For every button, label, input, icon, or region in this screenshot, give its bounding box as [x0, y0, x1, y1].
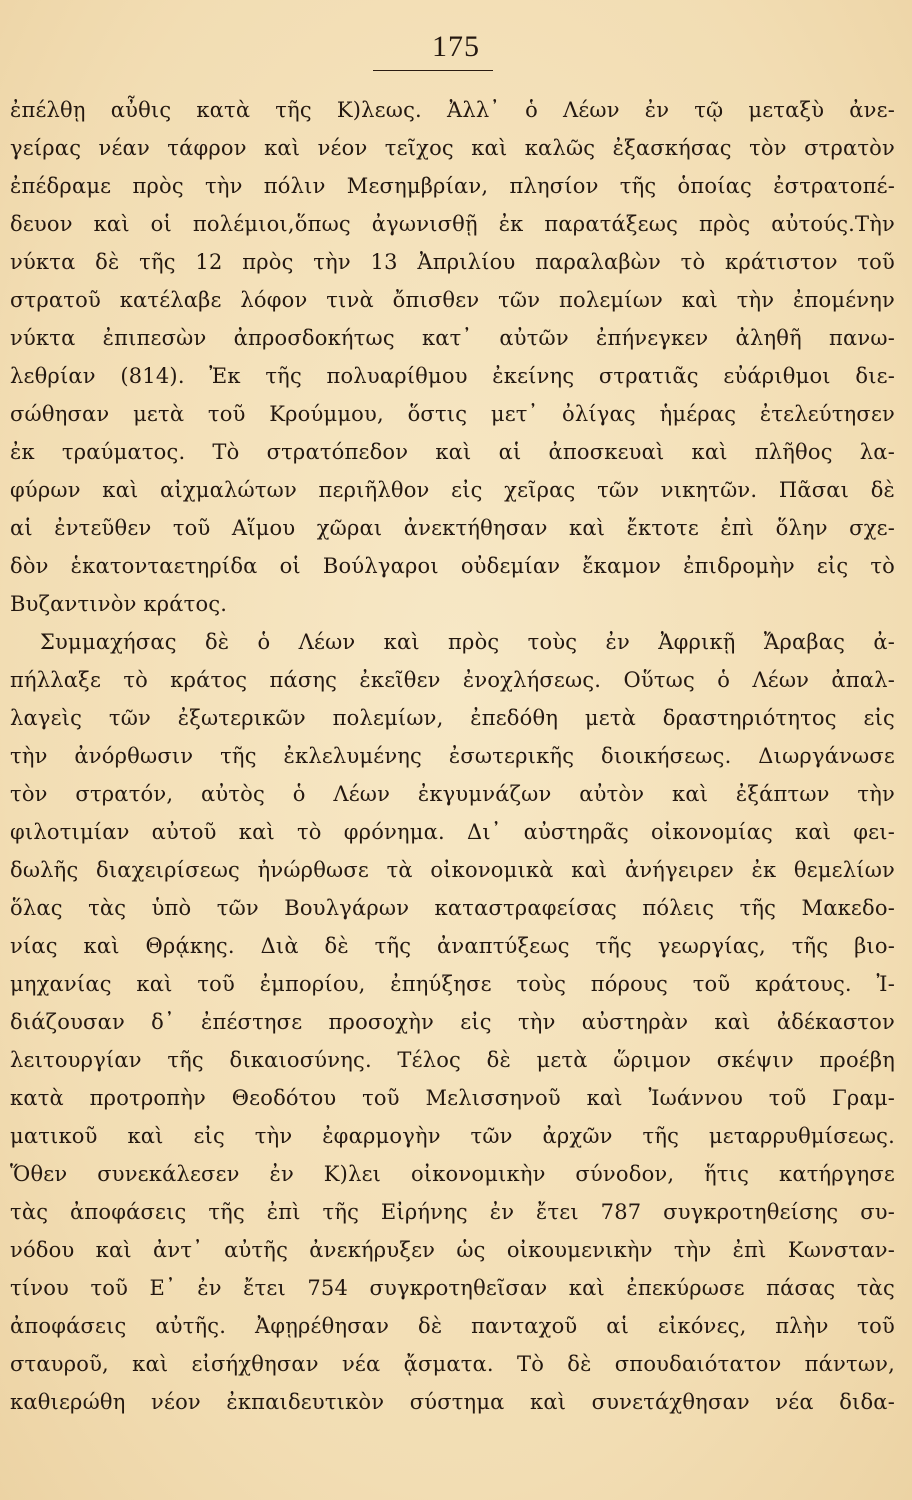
text-line: ἐπέδραμε πρὸς τὴν πόλιν Μεσημβρίαν, πλησίον τῆς ὁποίας ἐστρατοπέ-: [10, 174, 895, 198]
text-line: τὸν στρατόν, αὐτὸς ὁ Λέων ἐκγυμνάζων αὐτὸν καὶ ἐξάπτων τὴν: [10, 782, 895, 806]
text-line: αἱ ἐντεῦθεν τοῦ Αἵμου χῶραι ἀνεκτήθησαν καὶ ἔκτοτε ἐπὶ ὅλην σχε-: [10, 516, 895, 540]
text-line: τὴν ἀνόρθωσιν τῆς ἐκλελυμένης ἐσωτερικῆς διοικήσεως. Διωργάνωσε: [10, 744, 895, 768]
text-line: τὰς ἀποφάσεις τῆς ἐπὶ τῆς Εἰρήνης ἐν ἔτει 787 συγκροτηθείσης συ-: [10, 1200, 895, 1224]
page-number: 175: [432, 30, 480, 63]
text-line: γείρας νέαν τάφρον καὶ νέον τεῖχος καὶ καλῶς ἐξασκήσας τὸν στρατὸν: [10, 136, 895, 160]
text-line: πήλλαξε τὸ κράτος πάσης ἐκεῖθεν ἐνοχλήσεως. Οὕτως ὁ Λέων ἀπαλ-: [10, 668, 895, 692]
header-rule: [373, 70, 493, 71]
text-line: νύκτα ἐπιπεσὼν ἀπροσδοκήτως κατ᾽ αὐτῶν ἐπήνεγκεν ἀληθῆ πανω-: [10, 326, 895, 350]
text-line: Συμμαχήσας δὲ ὁ Λέων καὶ πρὸς τοὺς ἐν Ἀφρικῇ Ἄραβας ἀ-: [40, 630, 895, 654]
text-line: καθιερώθη νέον ἐκπαιδευτικὸν σύστημα καὶ συνετάχθησαν νέα διδα-: [10, 1390, 895, 1414]
text-line: Βυζαντινὸν κράτος.: [10, 592, 228, 616]
text-line: ματικοῦ καὶ εἰς τὴν ἐφαρμογὴν τῶν ἀρχῶν τῆς μεταρρυθμίσεως.: [10, 1124, 895, 1148]
text-line: νίας καὶ Θρᾴκης. Διὰ δὲ τῆς ἀναπτύξεως τῆς γεωργίας, τῆς βιο-: [10, 934, 895, 958]
text-line: λαγεὶς τῶν ἐξωτερικῶν πολεμίων, ἐπεδόθη μετὰ δραστηριότητος εἰς: [10, 706, 895, 730]
text-line: δωλῆς διαχειρίσεως ἠνώρθωσε τὰ οἰκονομικὰ καὶ ἀνήγειρεν ἐκ θεμελίων: [10, 858, 895, 882]
text-line: νύκτα δὲ τῆς 12 πρὸς τὴν 13 Ἀπριλίου παραλαβὼν τὸ κράτιστον τοῦ: [10, 250, 895, 274]
text-line: νόδου καὶ ἀντ᾽ αὐτῆς ἀνεκήρυξεν ὡς οἰκουμενικὴν τὴν ἐπὶ Κωνσταν-: [10, 1238, 895, 1262]
text-line: Ὅθεν συνεκάλεσεν ἐν Κ)λει οἰκονομικὴν σύνοδον, ἥτις κατήργησε: [10, 1162, 895, 1186]
text-line: ὅλας τὰς ὑπὸ τῶν Βουλγάρων καταστραφείσας πόλεις τῆς Μακεδο-: [10, 896, 895, 920]
text-line: λεθρίαν (814). Ἐκ τῆς πολυαρίθμου ἐκείνης στρατιᾶς εὐάριθμοι διε-: [10, 364, 895, 388]
text-line: τίνου τοῦ Ε᾽ ἐν ἔτει 754 συγκροτηθεῖσαν καὶ ἐπεκύρωσε πάσας τὰς: [10, 1276, 895, 1300]
text-line: διάζουσαν δ᾽ ἐπέστησε προσοχὴν εἰς τὴν αὐστηρὰν καὶ ἀδέκαστον: [10, 1010, 895, 1034]
text-line: στρατοῦ κατέλαβε λόφον τινὰ ὄπισθεν τῶν πολεμίων καὶ τὴν ἐπομένην: [10, 288, 895, 312]
text-line: δὸν ἑκατονταετηρίδα οἱ Βούλγαροι οὐδεμίαν ἔκαμον ἐπιδρομὴν εἰς τὸ: [10, 554, 895, 578]
text-line: μηχανίας καὶ τοῦ ἐμπορίου, ἐπηύξησε τοὺς πόρους τοῦ κράτους. Ἰ-: [10, 972, 895, 996]
text-line: φύρων καὶ αἰχμαλώτων περιῆλθον εἰς χεῖρας τῶν νικητῶν. Πᾶσαι δὲ: [10, 478, 895, 502]
text-line: ἀποφάσεις αὐτῆς. Ἀφῃρέθησαν δὲ πανταχοῦ αἱ εἰκόνες, πλὴν τοῦ: [10, 1314, 895, 1338]
text-line: φιλοτιμίαν αὐτοῦ καὶ τὸ φρόνημα. Δι᾽ αὐστηρᾶς οἰκονομίας καὶ φει-: [10, 820, 895, 844]
text-line: ἐπέλθῃ αὖθις κατὰ τῆς Κ)λεως. Ἀλλ᾽ ὁ Λέων ἐν τῷ μεταξὺ ἀνε-: [10, 98, 895, 122]
text-line: σώθησαν μετὰ τοῦ Κρούμμου, ὅστις μετ᾽ ὀλίγας ἡμέρας ἐτελεύτησεν: [10, 402, 895, 426]
text-line: κατὰ προτροπὴν Θεοδότου τοῦ Μελισσηνοῦ καὶ Ἰωάννου τοῦ Γραμ-: [10, 1086, 895, 1110]
text-line: δευον καὶ οἱ πολέμιοι,ὅπως ἀγωνισθῇ ἐκ παρατάξεως πρὸς αὐτούς.Τὴν: [10, 212, 895, 236]
text-line: ἐκ τραύματος. Τὸ στρατόπεδον καὶ αἱ ἀποσκευαὶ καὶ πλῆθος λα-: [10, 440, 895, 464]
text-line: λειτουργίαν τῆς δικαιοσύνης. Τέλος δὲ μετὰ ὥριμον σκέψιν προέβη: [10, 1048, 895, 1072]
text-line: σταυροῦ, καὶ εἰσήχθησαν νέα ᾄσματα. Τὸ δὲ σπουδαιότατον πάντων,: [10, 1352, 895, 1376]
